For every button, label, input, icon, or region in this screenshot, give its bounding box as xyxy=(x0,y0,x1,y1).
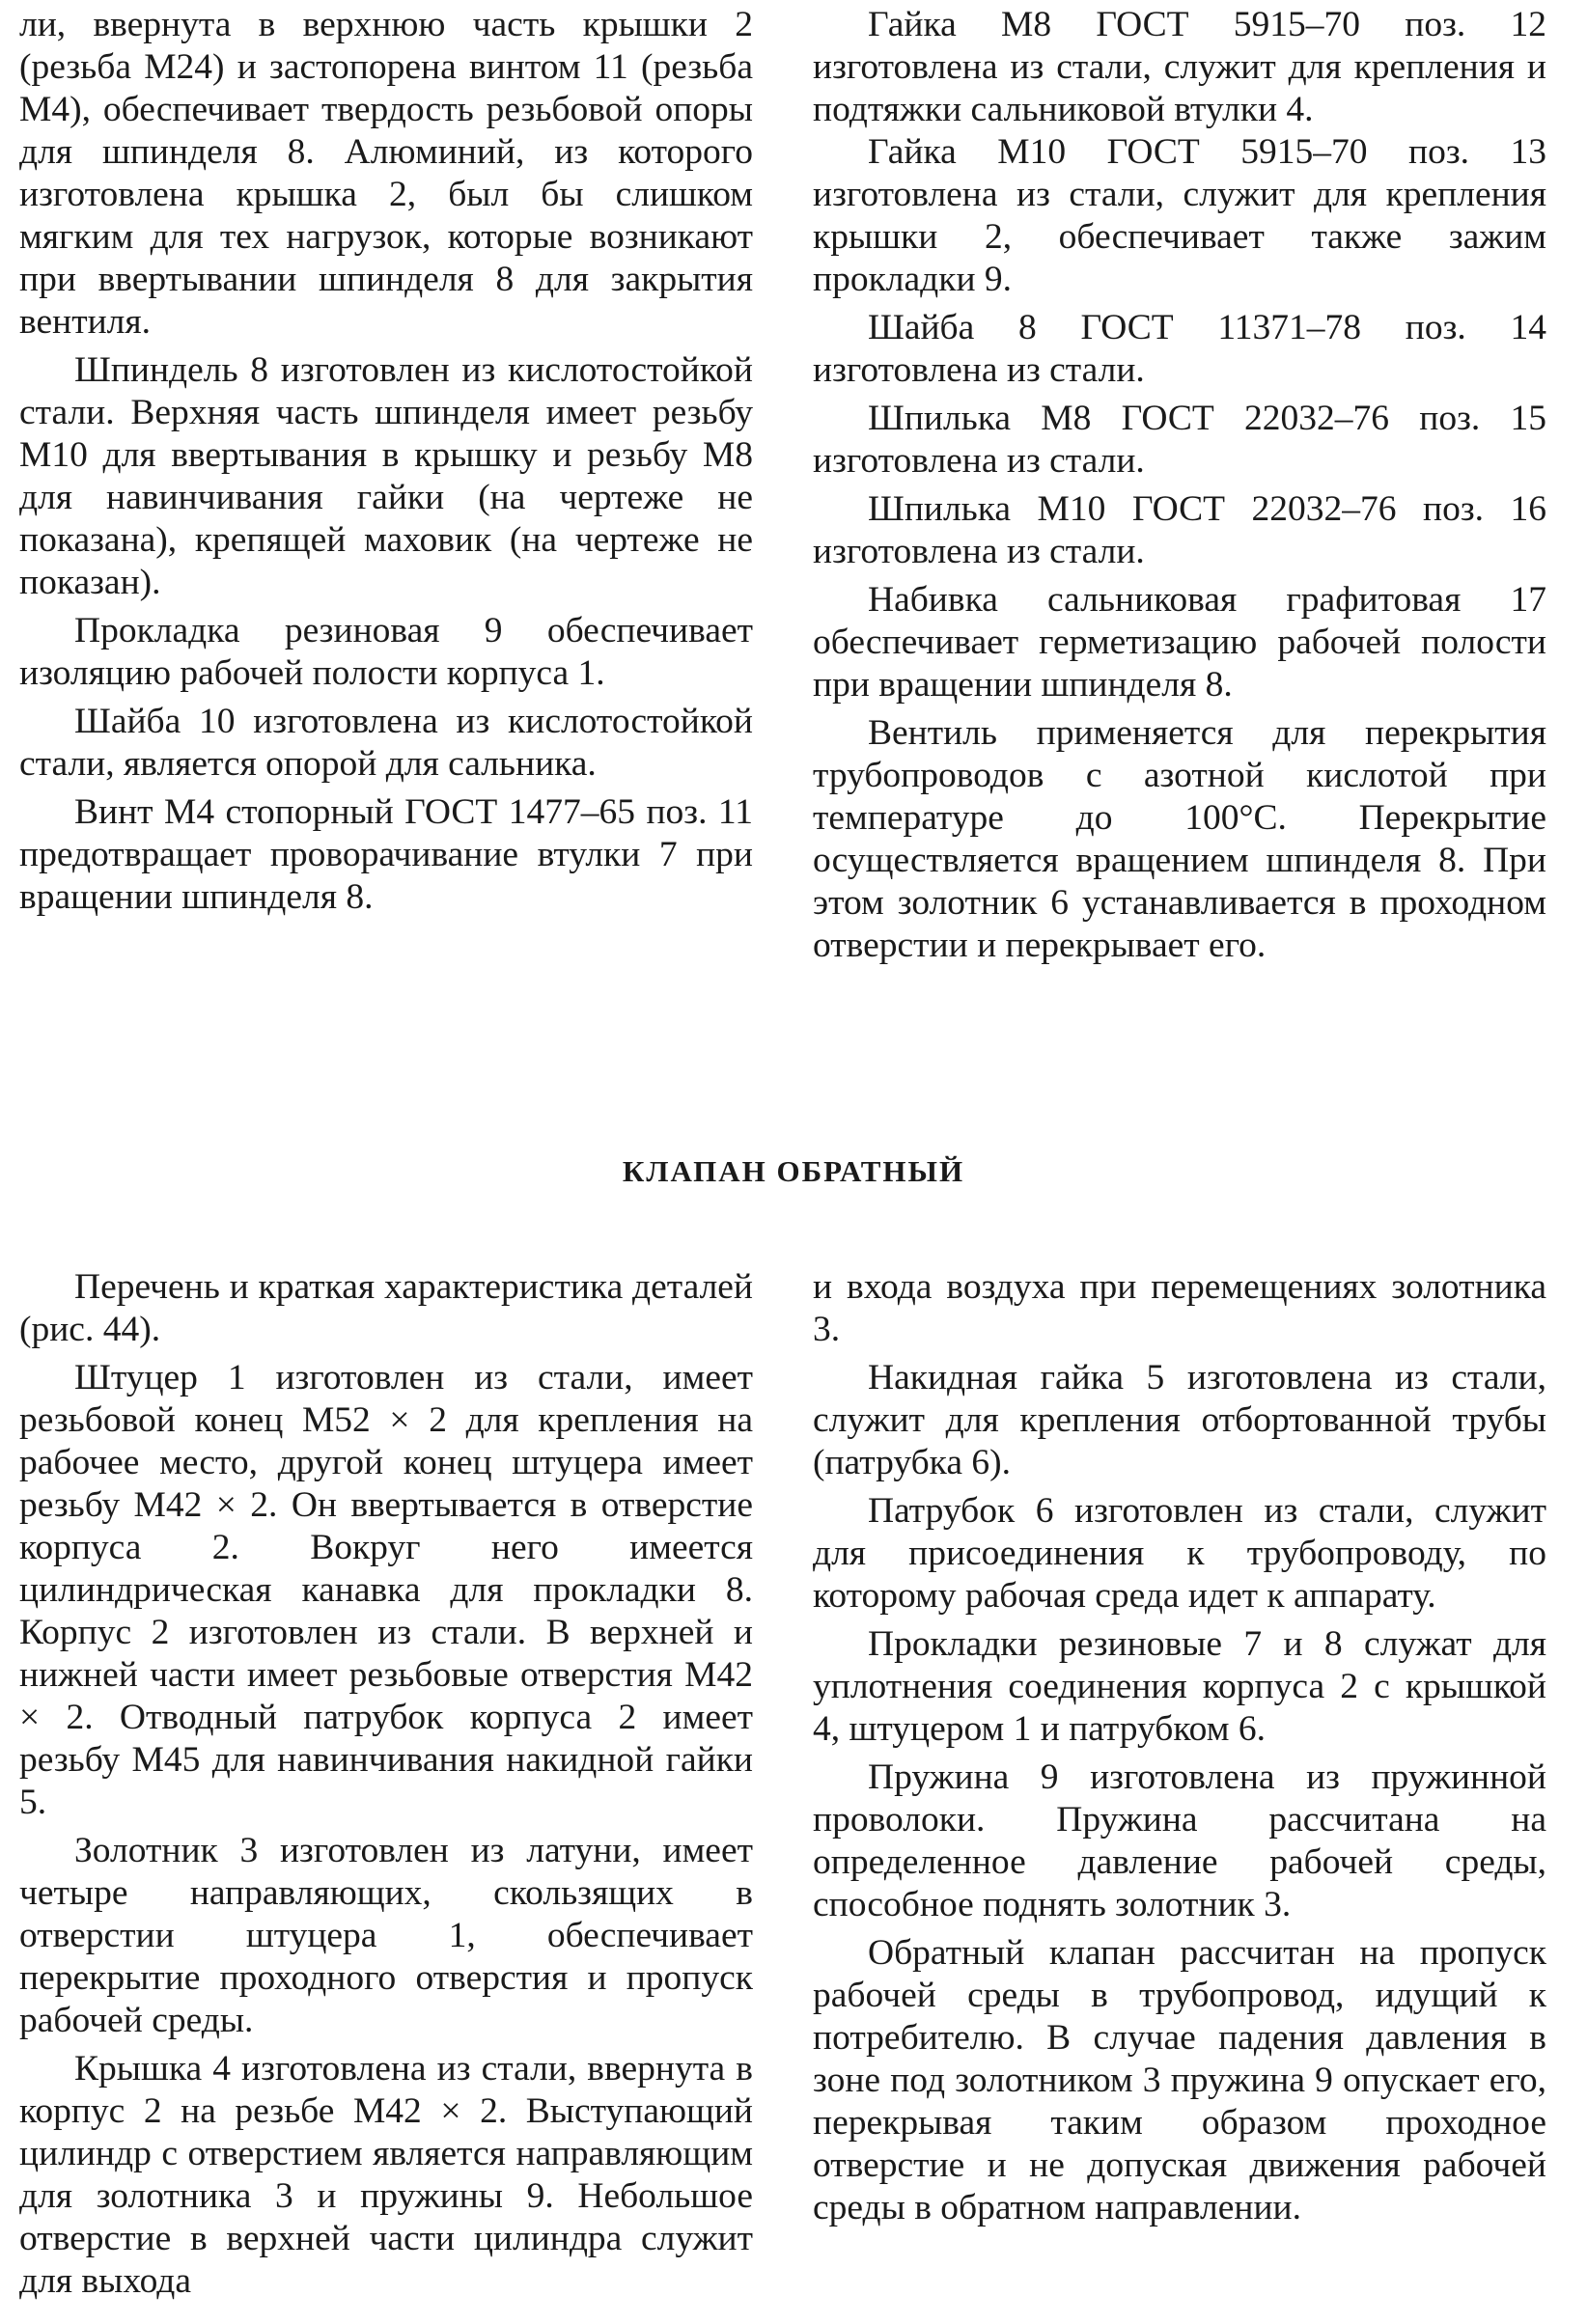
paragraph: Патрубок 6 изготовлен из стали, служит для присоединения к трубопроводу, по которому рабочая среда идет к аппарату. xyxy=(813,1491,1546,1616)
bottom-right-column xyxy=(813,1266,1546,2229)
paragraph: Прокладки резиновые 7 и 8 служат для уплотнения соединения корпуса 2 с крышкой 4, штуцером 1 и патрубком 6. xyxy=(813,1624,1546,1749)
paragraph: Винт М4 стопорный ГОСТ 1477–65 поз. 11 предотвращает проворачивание втулки 7 при вращении шпинделя 8. xyxy=(19,792,753,917)
paragraph: Золотник 3 изготовлен из латуни, имеет четыре направляющих, скользящих в отверстии штуцера 1, обеспечивает перекрытие проходного отверстия и пропуск рабочей среды. xyxy=(19,1831,753,2040)
paragraph: Крышка 4 изготовлена из стали, ввернута в корпус 2 на резьбе М42 × 2. Выступающий цилиндр с отверстием является направляющим для золотника 3 и пружины 9. Небольшое отверстие в верхней части цилиндра служит для выхода xyxy=(19,2049,753,2301)
top-left-column xyxy=(19,4,753,919)
bottom-left-column xyxy=(19,1266,753,2303)
paragraph: Штуцер 1 изготовлен из стали, имеет резьбовой конец М52 × 2 для крепления на рабочее место, другой конец штуцера имеет резьбу М42 × 2. Он ввертывается в отверстие корпуса 2. Вокруг него имеется цилиндрическая канавка для прокладки 8. Корпус 2 изготовлен из стали. В верхней и нижней части имеет резьбовые отверстия М42 × 2. Отводный патрубок корпуса 2 имеет резьбу М45 для навинчивания накидной гайки 5. xyxy=(19,1358,753,1822)
paragraph: Накидная гайка 5 изготовлена из стали, служит для крепления отбортованной трубы (патрубка 6). xyxy=(813,1358,1546,1482)
top-right-column xyxy=(813,4,1546,967)
paragraph: Прокладка резиновая 9 обеспечивает изоляцию рабочей полости корпуса 1. xyxy=(19,611,753,693)
paragraph: Шпилька М8 ГОСТ 22032–76 поз. 15 изготовлена из стали. xyxy=(813,399,1546,481)
paragraph: Обратный клапан рассчитан на пропуск рабочей среды в трубопровод, идущий к потребителю. В случае падения давления в зоне под золотником 3 пружина 9 опускает его, перекрывая таким образом проходное отверстие и не допуская движения рабочей среды в обратном направлении. xyxy=(813,1933,1546,2227)
paragraph: ли, ввернута в верхнюю часть крышки 2 (резьба М24) и застопорена винтом 11 (резьба М4), обеспечивает твердость резьбовой опоры для шпинделя 8. Алюминий, из которого изготовлена крышка 2, был бы слишком мягким для тех нагрузок, которые возникают при ввертывании шпинделя 8 для закрытия вентиля. xyxy=(19,5,753,342)
paragraph: Гайка М10 ГОСТ 5915–70 поз. 13 изготовлена из стали, служит для крепления крышки 2, обеспечивает также зажим прокладки 9. xyxy=(813,132,1546,299)
paragraph: Шайба 8 ГОСТ 11371–78 поз. 14 изготовлена из стали. xyxy=(813,308,1546,390)
paragraph: Шпилька М10 ГОСТ 22032–76 поз. 16 изготовлена из стали. xyxy=(813,489,1546,571)
section-heading: КЛАПАН ОБРАТНЫЙ xyxy=(622,1154,965,1188)
paragraph: Гайка М8 ГОСТ 5915–70 поз. 12 изготовлена из стали, служит для крепления и подтяжки сальниковой втулки 4. xyxy=(813,5,1546,129)
paragraph: Пружина 9 изготовлена из пружинной проволоки. Пружина рассчитана на определенное давление рабочей среды, способное поднять золотник 3. xyxy=(813,1757,1546,1924)
paragraph: Вентиль применяется для перекрытия трубопроводов с азотной кислотой при температуре до 100°С. Перекрытие осуществляется вращением шпинделя 8. При этом золотник 6 устанавливается в проходном отверстии и перекрывает его. xyxy=(813,713,1546,965)
paragraph: Перечень и краткая характеристика деталей (рис. 44). xyxy=(19,1267,753,1349)
paragraph: Набивка сальниковая графитовая 17 обеспечивает герметизацию рабочей полости при вращении шпинделя 8. xyxy=(813,580,1546,705)
paragraph: Шпиндель 8 изготовлен из кислотостойкой стали. Верхняя часть шпинделя имеет резьбу М10 для ввертывания в крышку и резьбу М8 для навинчивания гайки (на чертеже не показана), крепящей маховик (на чертеже не показан). xyxy=(19,350,753,602)
paragraph: и входа воздуха при перемещениях золотника 3. xyxy=(813,1267,1546,1349)
paragraph: Шайба 10 изготовлена из кислотостойкой стали, является опорой для сальника. xyxy=(19,702,753,784)
